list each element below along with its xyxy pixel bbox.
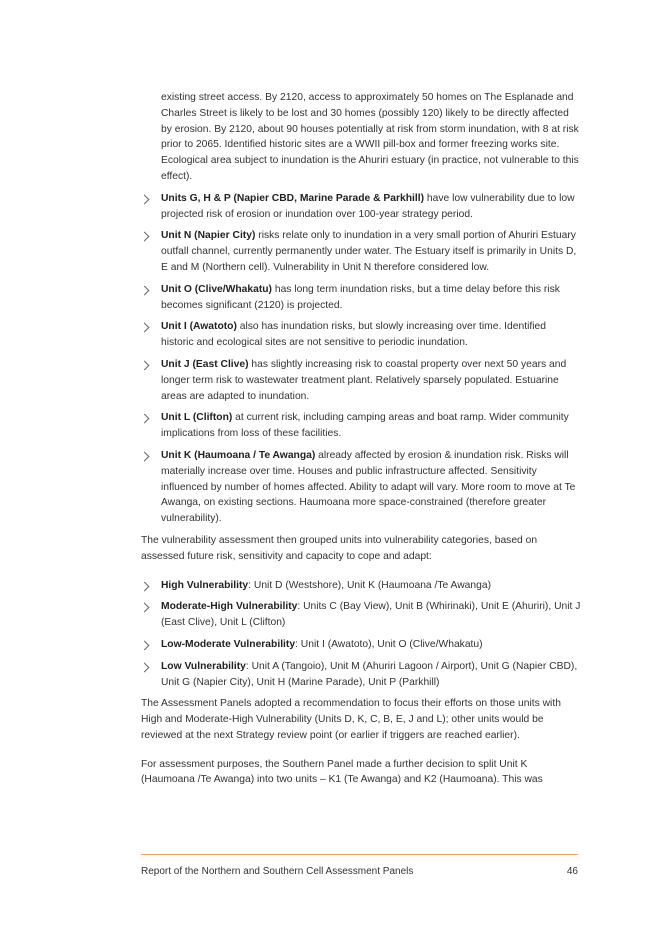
chevron-right-icon <box>140 640 150 650</box>
chevron-right-icon <box>140 285 150 295</box>
chevron-right-icon <box>140 232 150 242</box>
bullet-text: at current risk, including camping areas and boat ramp. Wider community implications from loss of these facilities. <box>161 412 569 440</box>
chevron-right-icon <box>140 414 150 424</box>
chevron-right-icon <box>140 662 150 672</box>
bullet-text: : Unit D (Westshore), Unit K (Haumoana /Te Awanga) <box>248 579 491 591</box>
bullet-text: has slightly increasing risk to coastal property over next 50 years and longer term risk to wastewater treatment plant. Relatively sparsely populated. Estuarine areas are adapted to inundation. <box>161 358 567 402</box>
bullet-lead: Units G, H & P (Napier CBD, Marine Parade & Parkhill) <box>161 192 425 204</box>
bullet-lead: Unit J (East Clive) <box>161 358 249 370</box>
bullet-lead: Unit L (Clifton) <box>161 412 233 424</box>
grouping-paragraph: The vulnerability assessment then grouped units into vulnerability categories, based on assessed future risk, sensitivity and capacity to cope and adapt: <box>141 534 538 562</box>
bullet-text: : Units C (Bay View), Unit B (Whirinaki), Unit E (Ahuriri), Unit J (East Clive), Unit L (Clifton) <box>161 601 581 629</box>
bullet-text: has long term inundation risks, but a time delay before this risk becomes significant (2120) is projected. <box>161 283 560 311</box>
list-item <box>141 410 581 442</box>
page-body <box>141 90 581 801</box>
unit-vulnerability-list <box>141 191 581 527</box>
bullet-text: risks relate only to inundation in a very small portion of Ahuriri Estuary outfall channel, currently permanently under water. The Estuary itself is primarily in Units D, E and M (Northern cell). Vulnerability in Unit N therefore considered low. <box>161 230 577 273</box>
vulnerability-category-list <box>141 578 581 691</box>
chevron-right-icon <box>140 194 150 204</box>
list-item <box>141 319 581 351</box>
footer-divider <box>141 854 578 855</box>
bullet-text: also has inundation risks, but slowly increasing over time. Identified historic and ecological sites are not sensitive to periodic inundation. <box>161 321 546 349</box>
list-item <box>141 659 581 691</box>
southern-panel-paragraph: For assessment purposes, the Southern Panel made a further decision to split Unit K (Haumoana /Te Awanga) into two units – K1 (Te Awanga) and K2 (Haumoana). This was <box>141 758 543 786</box>
bullet-text: already affected by erosion & inundation risk. Risks will materially increase over time. Houses and public infrastructure affected. Sensitivity influenced by number of homes affected. Ability to adapt will vary. More room to move at Te Awanga, on existing sections. Haumoana more space-constrained (therefore greater vulnerability). <box>161 449 576 525</box>
chevron-right-icon <box>140 451 150 461</box>
list-item <box>141 578 581 594</box>
bullet-text: have low vulnerability due to low projected risk of erosion or inundation over 100-year strategy period. <box>161 192 575 220</box>
bullet-text: : Unit A (Tangoio), Unit M (Ahuriri Lagoon / Airport), Unit G (Napier CBD), Unit G (Napier City), Unit H (Marine Parade), Unit P (Parkhill) <box>161 660 578 688</box>
bullet-lead: Unit I (Awatoto) <box>161 321 237 333</box>
bullet-lead: Unit K (Haumoana / Te Awanga) <box>161 449 316 461</box>
list-item <box>141 637 581 653</box>
bullet-lead: Low Vulnerability <box>161 660 246 672</box>
chevron-right-icon <box>140 323 150 333</box>
chevron-right-icon <box>140 581 150 591</box>
bullet-text: : Unit I (Awatoto), Unit O (Clive/Whakatu) <box>295 638 483 650</box>
bullet-lead: High Vulnerability <box>161 579 249 591</box>
continuation-paragraph: existing street access. By 2120, access to approximately 50 homes on The Esplanade and Charles Street is likely to be lost and 30 homes (possibly 120) likely to be directly affected by erosion. By 2120, about 90 houses potentially at risk from storm inundation, with 8 at risk prior to 2065. Identified historic sites are a WWII pill-box and former freezing works site. Ecological area subject to inundation is the Ahuriri estuary (in practice, not vulnerable to this effect). <box>161 92 579 182</box>
bullet-lead: Unit O (Clive/Whakatu) <box>161 283 272 295</box>
page-number: 46 <box>566 866 578 877</box>
chevron-right-icon <box>140 603 150 613</box>
bullet-lead: Low-Moderate Vulnerability <box>161 638 296 650</box>
chevron-right-icon <box>140 361 150 371</box>
list-item <box>141 282 581 314</box>
list-item <box>141 599 581 631</box>
panels-paragraph: The Assessment Panels adopted a recommendation to focus their efforts on those units with High and Moderate-High Vulnerability (Units D, K, C, B, E, J and L); other units would be reviewed at the next Strategy review point (or earlier if triggers are reached earlier). <box>141 698 561 741</box>
bullet-lead: Unit N (Napier City) <box>161 230 256 242</box>
list-item <box>141 191 581 223</box>
list-item <box>141 357 581 404</box>
list-item <box>141 228 581 275</box>
bullet-lead: Moderate-High Vulnerability <box>161 601 298 613</box>
footer-report-title: Report of the Northern and Southern Cell Assessment Panels <box>141 866 414 877</box>
list-item <box>141 448 581 527</box>
